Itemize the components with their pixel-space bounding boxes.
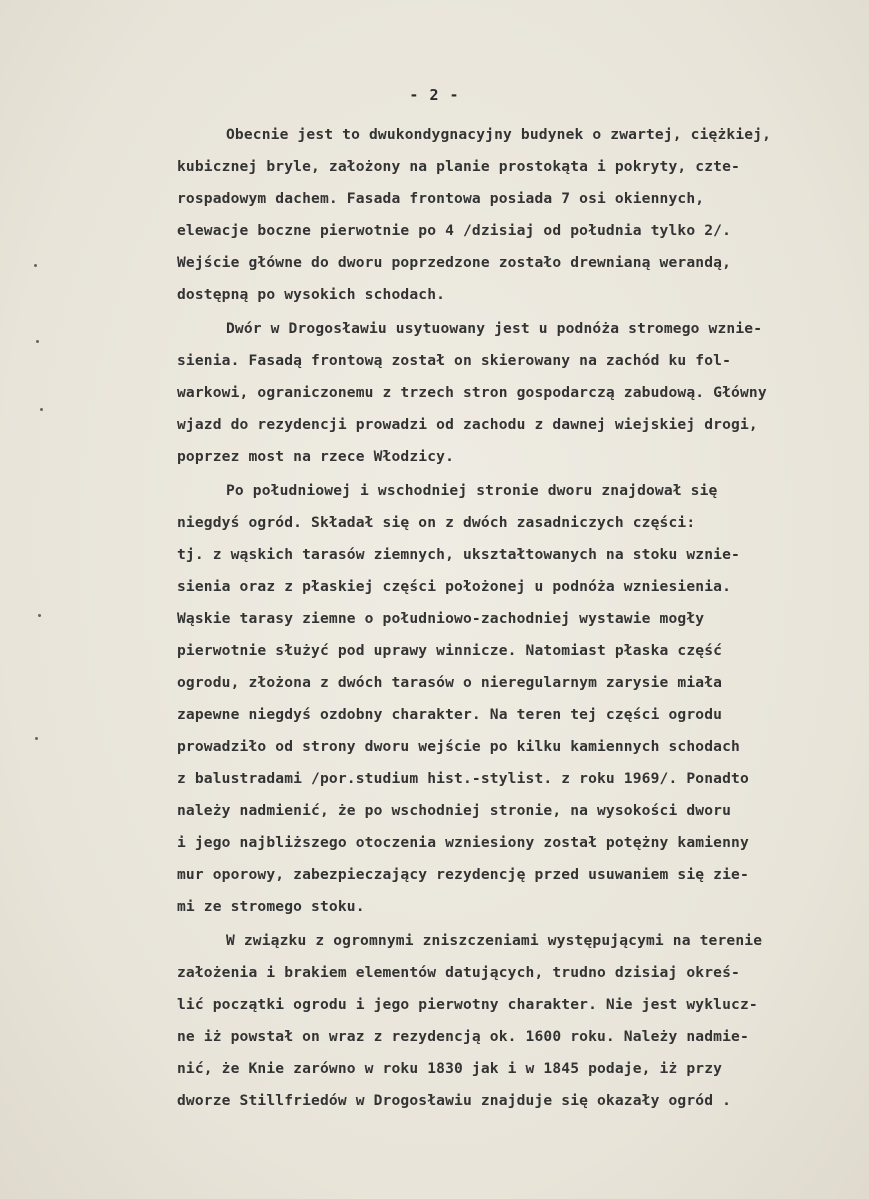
text-line: nić, że Knie zarówno w roku 1830 jak i w 1845 podaje, iż przy [177,1060,723,1077]
text-line: rospadowym dachem. Fasada frontowa posiada 7 osi okiennych, [177,190,705,207]
text-line: mur oporowy, zabezpieczający rezydencję przed usuwaniem się zie- [177,866,749,883]
page-number: - 2 - [409,86,460,104]
text-line: W związku z ogromnymi zniszczeniami występującymi na terenie [226,932,763,949]
text-line: lić początki ogrodu i jego pierwotny charakter. Nie jest wyklucz- [177,996,758,1013]
text-line: Dwór w Drogosławiu usytuowany jest u podnóża stromego wznie- [226,320,763,337]
text-line: Wejście główne do dworu poprzedzone zostało drewnianą werandą, [177,254,732,271]
text-line: tj. z wąskich tarasów ziemnych, ukształtowanych na stoku wznie- [177,546,740,563]
text-line: elewacje boczne pierwotnie po 4 /dzisiaj od południa tylko 2/. [177,222,732,239]
text-line: należy nadmienić, że po wschodniej stronie, na wysokości dworu [177,802,732,819]
text-line: dostępną po wysokich schodach. [177,286,446,303]
scan-speck [35,737,38,740]
scan-speck [38,614,41,617]
scan-speck [34,264,37,267]
text-line: Po południowej i wschodniej stronie dworu znajdował się [226,482,718,499]
text-line: zapewne niegdyś ozdobny charakter. Na teren tej części ogrodu [177,706,723,723]
text-line: założenia i brakiem elementów datujących, trudno dzisiaj okreś- [177,964,740,981]
text-line: Obecnie jest to dwukondygnacyjny budynek o zwartej, ciężkiej, [226,126,772,143]
text-line: prowadziło od strony dworu wejście po kilku kamiennych schodach [177,738,740,755]
text-line: Wąskie tarasy ziemne o południowo-zachodniej wystawie mogły [177,610,705,627]
text-line: pierwotnie służyć pod uprawy winnicze. Natomiast płaska część [177,642,723,659]
text-line: mi ze stromego stoku. [177,898,365,915]
text-line: wjazd do rezydencji prowadzi od zachodu z dawnej wiejskiej drogi, [177,416,758,433]
text-line: kubicznej bryle, założony na planie prostokąta i pokryty, czte- [177,158,740,175]
text-line: sienia oraz z płaskiej części położonej u podnóża wzniesienia. [177,578,732,595]
text-line: niegdyś ogród. Składał się on z dwóch zasadniczych części: [177,514,696,531]
text-line: warkowi, ograniczonemu z trzech stron gospodarczą zabudową. Główny [177,384,767,401]
text-line: ogrodu, złożona z dwóch tarasów o nieregularnym zarysie miała [177,674,723,691]
text-line: z balustradami /por.studium hist.-stylist. z roku 1969/. Ponadto [177,770,749,787]
text-line: dworze Stillfriedów w Drogosławiu znajduje się okazały ogród . [177,1092,732,1109]
scan-speck [40,408,43,411]
text-line: ne iż powstał on wraz z rezydencją ok. 1600 roku. Należy nadmie- [177,1028,749,1045]
text-line: sienia. Fasadą frontową został on skierowany na zachód ku fol- [177,352,732,369]
text-line: poprzez most na rzece Włodzicy. [177,448,455,465]
text-line: i jego najbliższego otoczenia wzniesiony został potężny kamienny [177,834,749,851]
scan-speck [36,340,39,343]
